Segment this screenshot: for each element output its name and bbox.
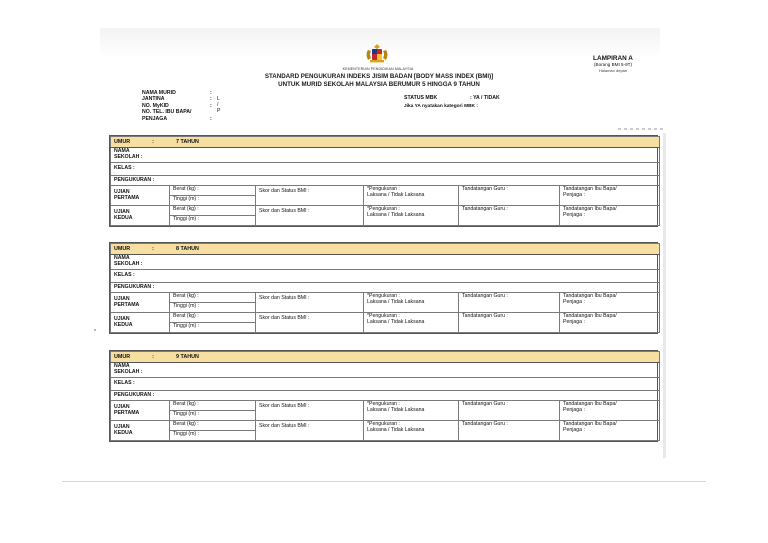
tel-label-1: NO. TEL. IBU BAPA/ [142,109,192,116]
kelas-field[interactable]: KELAS : [111,163,660,176]
page-side: Halaman depan [598,68,628,73]
tel-label-2: PENJAGA [142,115,168,122]
age-band: UMUR : 9 TAHUN [111,352,660,363]
malaysia-crest-icon [362,41,392,65]
lampiran-block [583,56,643,74]
agency-name: KEMENTERIAN PENDIDIKAN MALAYSIA [342,67,414,71]
status-mbk [404,95,500,101]
tandatangan-guru-field[interactable]: Tandatangan Guru : [459,421,560,441]
pengukuran-status-field[interactable]: *Pengukuran : Laksana / Tidak Laksana [364,401,459,421]
berat-field[interactable]: Berat (kg) : [170,206,256,216]
jantina-value: L / P [217,96,222,115]
tandatangan-ibu-bapa-field[interactable]: Tandatangan Ibu Bapa/ Penjaga : [560,313,660,333]
berat-field[interactable]: Berat (kg) : [170,313,256,323]
tinggi-field[interactable]: Tinggi (m) : [170,411,256,421]
berat-field[interactable]: Berat (kg) : [170,401,256,411]
tinggi-field[interactable]: Tinggi (m) : [170,303,256,313]
skor-field[interactable]: Skor dan Status BMI : [256,206,364,226]
tinggi-field[interactable]: Tinggi (m) : [170,216,256,226]
pengukuran-status-field[interactable]: *Pengukuran : Laksana / Tidak Laksana [364,313,459,333]
tandatangan-ibu-bapa-field[interactable]: Tandatangan Ibu Bapa/ Penjaga : [560,401,660,421]
nama-murid-label: NAMA MURID [142,90,176,96]
pengukuran-status-field[interactable]: *Pengukuran : Laksana / Tidak Laksana [364,206,459,226]
tandatangan-ibu-bapa-field[interactable]: Tandatangan Ibu Bapa/ Penjaga : [560,206,660,226]
mbk-category-note: Jika YA nyatakan kategori MBK : [404,104,478,109]
jantina-label: JANTINA [142,96,165,103]
berat-field[interactable]: Berat (kg) : [170,421,256,431]
bottom-rule [62,481,706,482]
nama-sekolah-field[interactable]: NAMA SEKOLAH : [111,255,660,270]
ujian-pertama-label: UJIAN PERTAMA [111,401,170,421]
lampiran-label: LAMPIRAN A [593,55,633,62]
status-mbk-value: : YA / TIDAK [470,95,500,101]
age-band: UMUR : 8 TAHUN [111,244,660,255]
borang-code: (Borang BMI 5-9T) [593,62,633,67]
ujian-pertama-label: UJIAN PERTAMA [111,293,170,313]
pengukuran-status-field[interactable]: *Pengukuran : Laksana / Tidak Laksana [364,186,459,206]
page-edge [663,133,666,458]
skor-field[interactable]: Skor dan Status BMI : [256,313,364,333]
pengukuran-label: PENGUKURAN : [111,176,660,186]
kelas-field[interactable]: KELAS : [111,270,660,283]
ujian-kedua-label: UJIAN KEDUA [111,313,170,333]
pengukuran-label: PENGUKURAN : [111,391,660,401]
tandatangan-ibu-bapa-field[interactable]: Tandatangan Ibu Bapa/ Penjaga : [560,293,660,313]
ujian-kedua-label: UJIAN KEDUA [111,206,170,226]
skor-field[interactable]: Skor dan Status BMI : [256,401,364,421]
age-value: 8 TAHUN [175,245,199,252]
ujian-kedua-label: UJIAN KEDUA [111,421,170,441]
tandatangan-ibu-bapa-field[interactable]: Tandatangan Ibu Bapa/ Penjaga : [560,186,660,206]
scan-dot [94,329,96,331]
status-mbk-label: STATUS MBK [404,95,438,101]
tandatangan-guru-field[interactable]: Tandatangan Guru : [459,293,560,313]
skor-field[interactable]: Skor dan Status BMI : [256,293,364,313]
mykid-label: NO. MyKID [142,102,169,109]
tinggi-field[interactable]: Tinggi (m) : [170,196,256,206]
skor-field[interactable]: Skor dan Status BMI : [256,186,364,206]
berat-field[interactable]: Berat (kg) : [170,293,256,303]
nama-sekolah-field[interactable]: NAMA SEKOLAH : [111,148,660,163]
form-title [220,73,538,88]
age-band: UMUR : 7 TAHUN [111,137,660,148]
form-title-line-1: STANDARD PENGUKURAN INDEKS JISIM BADAN [BODY MASS INDEX (BMI)] [264,73,494,80]
scan-mark [618,128,666,130]
pengukuran-status-field[interactable]: *Pengukuran : Laksana / Tidak Laksana [364,421,459,441]
ujian-pertama-label: UJIAN PERTAMA [111,186,170,206]
pengukuran-label: PENGUKURAN : [111,283,660,293]
section-7-tahun [109,135,658,227]
section-8-tahun [109,242,658,334]
section-9-tahun [109,350,658,442]
tandatangan-guru-field[interactable]: Tandatangan Guru : [459,186,560,206]
tandatangan-ibu-bapa-field[interactable]: Tandatangan Ibu Bapa/ Penjaga : [560,421,660,441]
tinggi-field[interactable]: Tinggi (m) : [170,323,256,333]
age-value: 7 TAHUN [175,138,199,145]
skor-field[interactable]: Skor dan Status BMI : [256,421,364,441]
pengukuran-status-field[interactable]: *Pengukuran : Laksana / Tidak Laksana [364,293,459,313]
tinggi-field[interactable]: Tinggi (m) : [170,431,256,441]
nama-sekolah-field[interactable]: NAMA SEKOLAH : [111,363,660,378]
tandatangan-guru-field[interactable]: Tandatangan Guru : [459,206,560,226]
kelas-field[interactable]: KELAS : [111,378,660,391]
age-value: 9 TAHUN [175,353,199,360]
tandatangan-guru-field[interactable]: Tandatangan Guru : [459,401,560,421]
berat-field[interactable]: Berat (kg) : [170,186,256,196]
form-title-line-2: UNTUK MURID SEKOLAH MALAYSIA BERUMUR 5 HINGGA 9 TAHUN [278,80,480,88]
tandatangan-guru-field[interactable]: Tandatangan Guru : [459,313,560,333]
